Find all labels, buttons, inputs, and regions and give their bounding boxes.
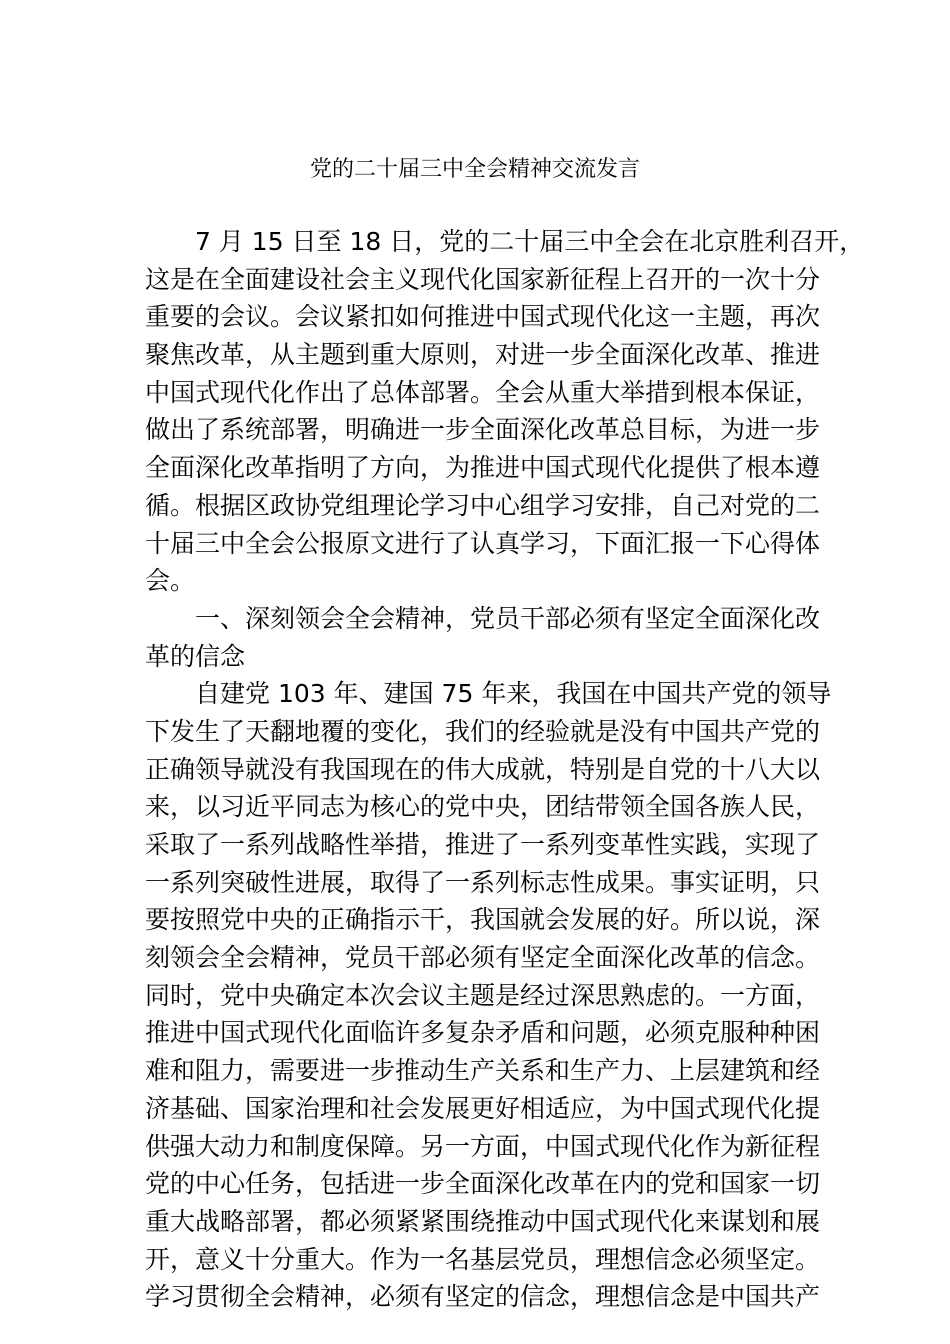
paragraph-line: 十届三中全会公报原文进行了认真学习，下面汇报一下心得体 bbox=[145, 528, 821, 558]
paragraph-line: 学习贯彻全会精神，必须有坚定的信念，理想信念是中国共产 bbox=[145, 1282, 821, 1312]
paragraph-line: 济基础、国家治理和社会发展更好相适应，为中国式现代化提 bbox=[145, 1093, 821, 1123]
paragraph-line: 7 月 15 日至 18 日，党的二十届三中全会在北京胜利召开， bbox=[195, 227, 865, 256]
paragraph-line: 聚焦改革，从主题到重大原则，对进一步全面深化改革、推进 bbox=[145, 340, 821, 370]
paragraph-line: 正确领导就没有我国现在的伟大成就，特别是自党的十八大以 bbox=[145, 754, 821, 784]
paragraph-line: 全面深化改革指明了方向，为推进中国式现代化提供了根本遵 bbox=[145, 453, 821, 483]
paragraph-line: 中国式现代化作出了总体部署。全会从重大举措到根本保证， bbox=[145, 377, 821, 407]
paragraph-line: 做出了系统部署，明确进一步全面深化改革总目标，为进一步 bbox=[145, 415, 821, 445]
paragraph-line: 循。根据区政协党组理论学习中心组学习安排，自己对党的二 bbox=[145, 490, 821, 520]
paragraph-line: 党的中心任务，包括进一步全面深化改革在内的党和国家一切 bbox=[145, 1169, 821, 1199]
paragraph-line: 自建党 103 年、建国 75 年来，我国在中国共产党的领导 bbox=[195, 679, 832, 709]
paragraph-line: 采取了一系列战略性举措，推进了一系列变革性实践，实现了 bbox=[145, 830, 821, 859]
paragraph-line: 会。 bbox=[145, 566, 196, 596]
paragraph-line: 供强大动力和制度保障。另一方面，中国式现代化作为新征程 bbox=[145, 1131, 821, 1161]
paragraph-line: 同时，党中央确定本次会议主题是经过深思熟虑的。一方面， bbox=[145, 980, 821, 1010]
paragraph-line: 一、深刻领会全会精神，党员干部必须有坚定全面深化改 bbox=[195, 603, 821, 633]
paragraph-line: 开，意义十分重大。作为一名基层党员，理想信念必须坚定。 bbox=[145, 1244, 821, 1274]
paragraph-line: 这是在全面建设社会主义现代化国家新征程上召开的一次十分 bbox=[145, 264, 821, 294]
paragraph-line: 推进中国式现代化面临许多复杂矛盾和问题，必须克服种种困 bbox=[145, 1018, 821, 1048]
paragraph-line: 刻领会全会精神，党员干部必须有坚定全面深化改革的信念。 bbox=[145, 943, 821, 973]
paragraph-line: 难和阻力，需要进一步推动生产关系和生产力、上层建筑和经 bbox=[145, 1056, 821, 1086]
paragraph-line: 革的信念 bbox=[145, 641, 246, 671]
paragraph-line: 重要的会议。会议紧扣如何推进中国式现代化这一主题，再次 bbox=[145, 302, 821, 332]
document-title: 党的二十届三中全会精神交流发言 bbox=[309, 157, 640, 182]
paragraph-line: 来，以习近平同志为核心的党中央，团结带领全国各族人民， bbox=[145, 792, 821, 822]
paragraph-line: 一系列突破性进展，取得了一系列标志性成果。事实证明，只 bbox=[145, 867, 821, 897]
paragraph-line: 重大战略部署，都必须紧紧围绕推动中国式现代化来谋划和展 bbox=[145, 1206, 821, 1236]
paragraph-line: 要按照党中央的正确指示干，我国就会发展的好。所以说，深 bbox=[145, 905, 821, 935]
paragraph-line: 下发生了天翻地覆的变化，我们的经验就是没有中国共产党的 bbox=[145, 716, 821, 746]
document-body bbox=[145, 223, 865, 1316]
